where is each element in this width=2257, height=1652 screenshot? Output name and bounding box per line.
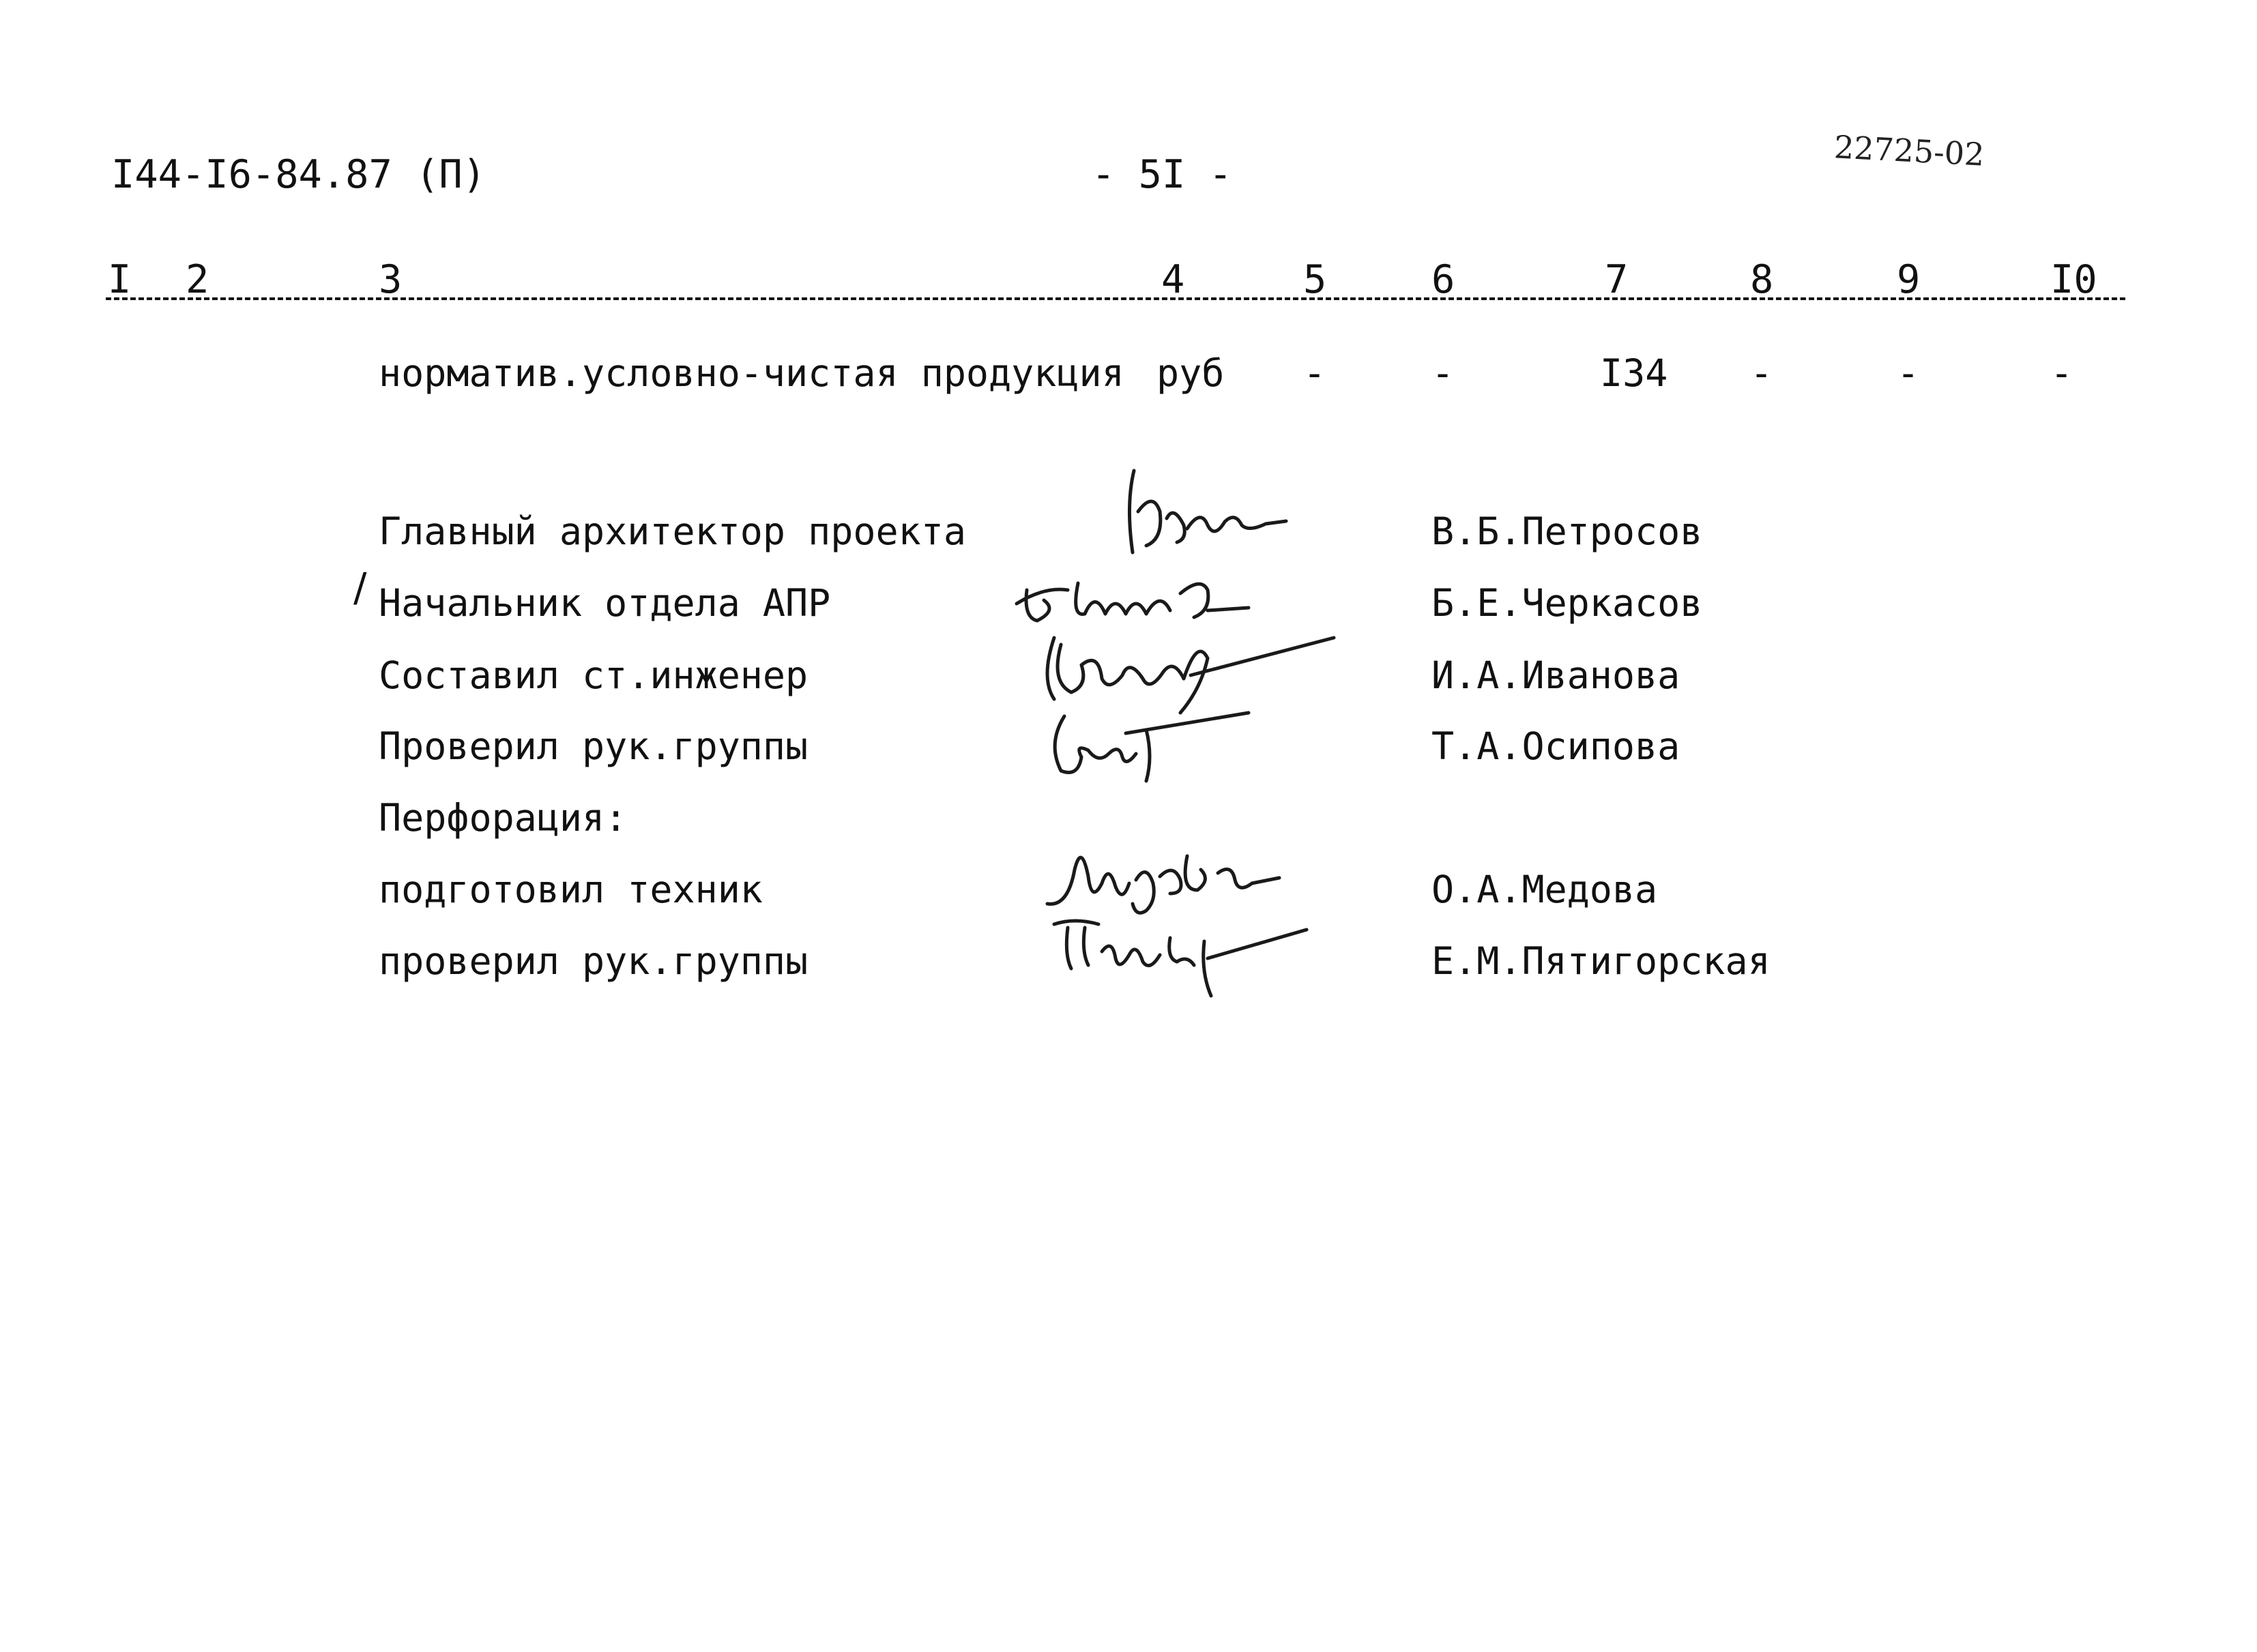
column-header-1: I: [108, 257, 132, 302]
column-header-7: 7: [1605, 257, 1629, 302]
archive-stamp-number: 22725-02: [1833, 128, 1985, 173]
signature-role-prepared-by: подготовил техник: [379, 868, 763, 911]
signer-name-ivanova: И.А.Иванова: [1431, 653, 1680, 697]
signature-role-compiled-by: Составил ст.инженер: [379, 653, 809, 697]
column-header-3: 3: [379, 257, 403, 302]
signer-name-petrosov: В.Б.Петросов: [1431, 510, 1703, 553]
document-code: I44-I6-84.87 (П): [111, 152, 486, 197]
column-header-6: 6: [1431, 257, 1455, 302]
signature-role-department-head: Начальник отдела АПР: [379, 581, 831, 625]
row-cell-10: -: [2050, 351, 2073, 395]
row-unit: руб: [1156, 351, 1225, 395]
column-header-4: 4: [1161, 257, 1185, 302]
row-indicator-name: норматив.условно-чистая продукция: [379, 351, 1124, 395]
column-header-5: 5: [1303, 257, 1327, 302]
row-cell-9: -: [1897, 351, 1920, 395]
signer-name-medova: О.А.Медова: [1431, 868, 1658, 911]
handwritten-signature-pyatigorskaya: [1040, 911, 1327, 999]
column-header-2: 2: [186, 257, 209, 302]
margin-check-mark: /: [353, 564, 367, 610]
signature-role-verified-by: проверил рук.группы: [379, 939, 809, 983]
row-cell-7: I34: [1600, 351, 1668, 395]
column-header-8: 8: [1750, 257, 1774, 302]
row-cell-8: -: [1750, 351, 1773, 395]
signature-role-checked-by: Проверил рук.группы: [379, 724, 809, 768]
column-header-rule: [106, 297, 2125, 300]
signer-name-osipova: Т.А.Осипова: [1431, 724, 1680, 768]
signature-section-perforation: Перфорация:: [379, 796, 628, 840]
handwritten-signature-osipova: [1044, 703, 1283, 791]
signer-name-cherkasov: Б.Е.Черкасов: [1431, 581, 1703, 625]
page-number: - 5I -: [1092, 152, 1232, 197]
handwritten-signature-medova: [1034, 829, 1320, 924]
row-cell-5: -: [1303, 351, 1326, 395]
signer-name-pyatigorskaya: Е.М.Пятигорская: [1431, 939, 1771, 983]
column-header-9: 9: [1897, 257, 1921, 302]
column-header-10: I0: [2050, 257, 2097, 302]
row-cell-6: -: [1431, 351, 1455, 395]
signature-role-chief-architect: Главный архитектор проекта: [379, 510, 966, 553]
